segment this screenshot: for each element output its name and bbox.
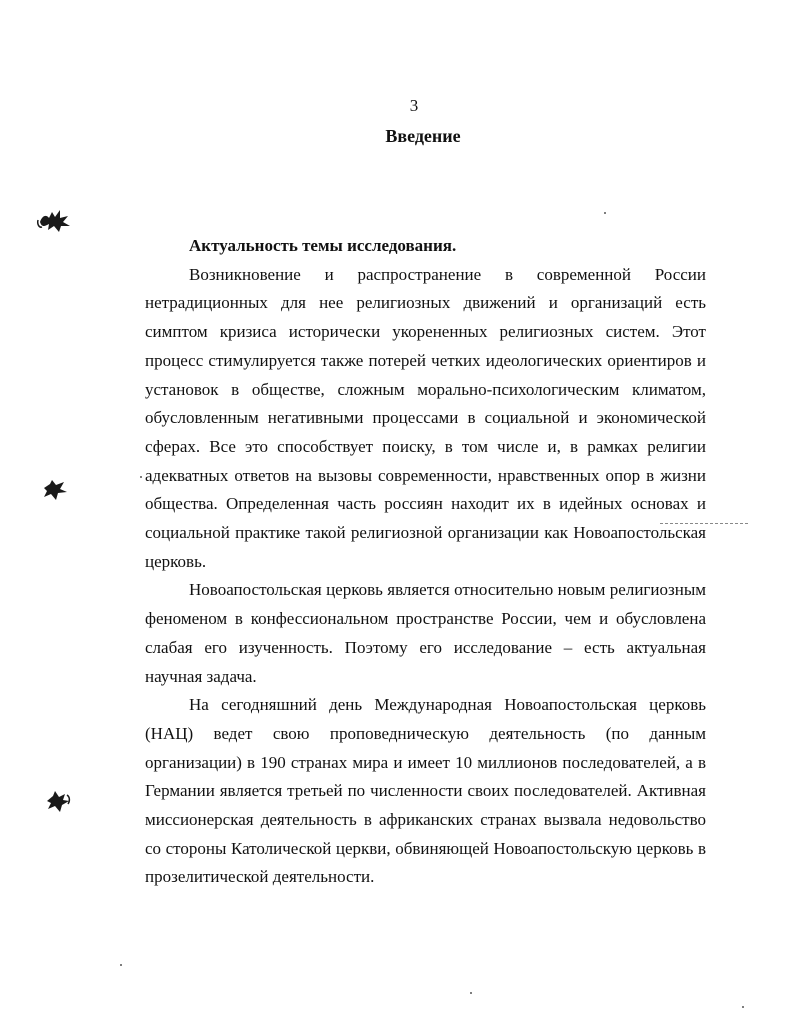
scan-speck — [742, 1006, 744, 1008]
paragraph-2: Новоапостольская церковь является относительно новым религиозным феноменом в конфессиональном пространстве России, чем и обусловлена слабая его изученность. Поэтому его исследование – есть актуальная научная задача. — [145, 580, 706, 686]
page-title: Введение — [385, 126, 461, 146]
scan-speck — [140, 476, 142, 478]
paragraph-3: На сегодняшний день Международная Новоапостольская церковь (НАЦ) ведет свою проповедническую деятельность (по данным организации) в 190 странах мира и имеет 10 миллионов последователей, а в Германии является третьей по численности своих последователей. Активная миссионерская деятельность в африканских странах вызвала недовольство со стороны Католической церкви, обвиняющей Новоапостольскую церковь в прозелитической деятельности. — [145, 695, 706, 887]
page-number: 3 — [409, 96, 419, 115]
paragraph-1: Возникновение и распространение в современной России нетрадиционных для нее религиозных движений и организаций есть симптом кризиса исторически укорененных религиозных систем. Этот процесс стимулируется также потерей четких идеологических ориентиров и установок в обществе, сложным морально-психологическим климатом, обусловленным негативными процессами в социальной и экономической сферах. Все это способствует поиску, в том числе и, в рамках религии адекватных ответов на вызовы современности, нравственных опор в жизни общества. Определенная часть россиян находит их в идейных основах и социальной практике такой религиозной организации как Новоапостольская церковь. — [145, 264, 706, 571]
punch-hole-smudge-icon — [42, 789, 74, 815]
scan-speck — [604, 212, 606, 214]
punch-hole-smudge-icon — [36, 206, 76, 234]
scan-artifact-line — [660, 523, 748, 524]
body-text — [145, 232, 706, 892]
section-heading: Актуальность темы исследования. — [189, 236, 457, 255]
scan-speck — [470, 992, 472, 994]
punch-hole-smudge-icon — [40, 478, 70, 502]
scan-speck — [120, 964, 122, 966]
